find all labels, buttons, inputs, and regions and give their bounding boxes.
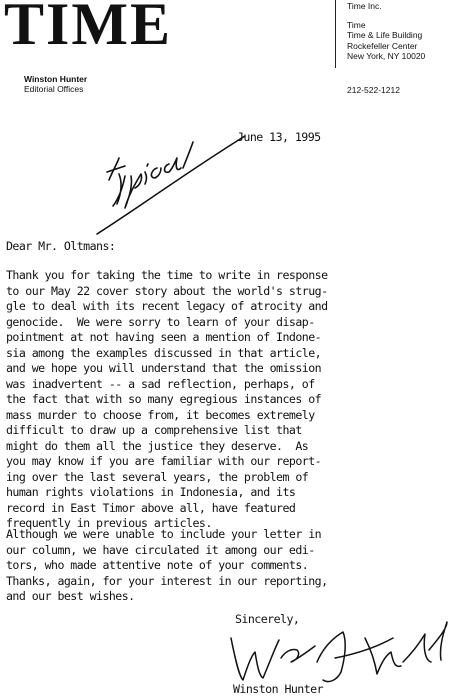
text-line: might do them all the justice they deserve. As [6,438,309,453]
text-line: Although we were unable to include your letter in [6,527,322,541]
text-line: you may know if you are familiar with our report- [6,454,322,468]
text-line: was inadvertent -- a sad reflection, perhaps, of [6,376,315,391]
handwritten-annotation [95,128,255,238]
time-logo: TIME [4,0,173,57]
annotation-text: typical [95,128,98,129]
text-line: ing over the last several years, the problem of [6,469,309,484]
text-line: and we hope you will understand that the omission [6,361,322,375]
text-line: Thank you for taking the time to write in response [6,268,328,282]
address-line: New York, NY 10020 [347,51,426,61]
signature-text: Winston Hunter [225,618,232,619]
text-line: mass murder to choose from, it becomes extremely [6,407,315,422]
signatory-name: Winston Hunter [233,682,324,696]
text-line: frequently in previous articles. [6,516,212,530]
text-line: sia among the examples discussed in that article, [6,345,322,360]
text-line: gle to deal with its recent legacy of atrocity and [6,299,328,313]
salutation: Dear Mr. Oltmans: [6,239,116,253]
text-line: to our May 22 cover story about the world's strug- [6,283,328,298]
address-line: Time & Life Building [347,30,423,40]
sender-name: Winston Hunter [24,74,88,84]
body-paragraph-1 [6,268,328,532]
text-line: genocide. We were sorry to learn of your disap- [6,314,315,329]
text-line: tors, who made attentive note of your comments. [6,558,309,572]
address-line: Time [347,19,366,30]
address-line: Time Inc. [347,1,382,11]
handwritten-signature [225,618,450,690]
text-line: our column, we have circulated it among our edi- [6,542,315,557]
sender-department: Editorial Offices [24,84,84,94]
text-line: human rights violations in Indonesia, and its [6,485,296,499]
text-line: Thanks, again, for your interest in our reporting, [6,573,328,588]
text-line: and our best wishes. [6,589,135,603]
closing: Sincerely, [235,612,300,626]
text-line: pointment at not having seen a mention of Indone- [6,330,322,344]
text-line: record in East Timor above all, have featured [6,500,296,515]
body-paragraph-2 [6,527,328,605]
letterhead-divider [335,0,336,68]
text-line: the fact that with so many egregious instances of [6,392,322,406]
address-line: Rockefeller Center [347,40,418,51]
text-line: difficult to draw up a comprehensive list that [6,423,302,437]
sender-block [24,74,87,94]
phone-number: 212-522-1212 [347,85,400,95]
letter-date: June 13, 1995 [237,130,321,144]
address-block [347,1,425,62]
